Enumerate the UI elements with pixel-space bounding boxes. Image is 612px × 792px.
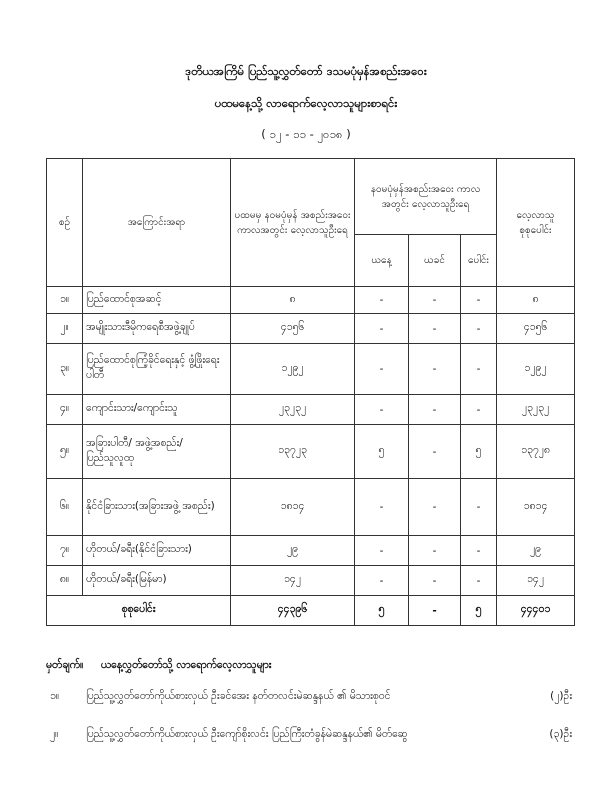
row-no: ၄။ <box>47 395 83 425</box>
header-subtotal: ပေါင်း <box>461 235 497 287</box>
row-prior: ၁၈၁၄ <box>231 479 355 536</box>
header-today: ယနေ့ <box>355 235 409 287</box>
row-prior: ၁၃၇၂၃ <box>231 425 355 479</box>
note-count: (၃)ဦး <box>549 728 572 740</box>
header-no: စဉ် <box>47 159 83 287</box>
row-topic: ဟိုတယ်/ခရီး(မြန်မာ) <box>83 566 231 596</box>
row-today: - <box>355 536 409 566</box>
row-subtotal: - <box>461 395 497 425</box>
row-yesterday: - <box>409 395 461 425</box>
note-text: ပြည်သူ့လွှတ်တော်ကိုယ်စားလှယ် ဦးကျော်စိုးလင်း ပြည်ကြီးတံခွန်မဲဆန္ဒနယ်၏ မိတ်ဆွေ <box>86 728 408 740</box>
row-no: ၆။ <box>47 479 83 536</box>
row-subtotal: - <box>461 287 497 314</box>
row-topic: ဟိုတယ်/ခရီး(နိုင်ငံခြားသား) <box>83 536 231 566</box>
header-prior: ပထမမှ နဝမပုံမှန် အစည်းအဝေးကာလအတွင်း လေ့လာသူဦးရေ <box>231 159 355 287</box>
table-row <box>47 536 575 566</box>
totals-label: စုစုပေါင်း <box>47 596 231 626</box>
table-row <box>47 566 575 596</box>
row-total: ၂၃၂၃၂ <box>497 395 575 425</box>
document-title: ဒုတိယအကြိမ် ပြည်သူ့လွှတ်တော် ဒသမပုံမှန်အစည်းအဝေး <box>185 64 427 78</box>
row-total: ၄၁၅၆ <box>497 314 575 344</box>
note-number: ၁။ <box>50 690 60 702</box>
totals-total: ၄၄၄၀၁ <box>497 596 575 626</box>
row-prior: ၄၁၅၆ <box>231 314 355 344</box>
header-topic: အကြောင်းအရာ <box>83 159 231 287</box>
table-row <box>47 314 575 344</box>
notes-section <box>46 659 586 750</box>
row-total: ၁၂၉၂ <box>497 344 575 395</box>
document-subtitle: ပထမနေ့သို့ လာရောက်လေ့လာသူများစာရင်း <box>214 96 398 110</box>
row-yesterday: - <box>409 566 461 596</box>
row-subtotal: - <box>461 566 497 596</box>
row-topic: အမျိုးသားဒီမိုကရေစီအဖွဲ့ချုပ် <box>83 314 231 344</box>
row-subtotal: - <box>461 314 497 344</box>
row-yesterday: - <box>409 344 461 395</box>
row-today: ၅ <box>355 425 409 479</box>
totals-subtotal: ၅ <box>461 596 497 626</box>
row-today: - <box>355 314 409 344</box>
row-topic: ပြည်ထောင်စုအဆင့် <box>83 287 231 314</box>
row-subtotal: ၅ <box>461 425 497 479</box>
row-yesterday: - <box>409 536 461 566</box>
table-row <box>47 479 575 536</box>
notes-label: မှတ်ချက်။ <box>46 659 84 671</box>
row-subtotal: - <box>461 536 497 566</box>
note-count: (၂)ဦး <box>550 690 572 702</box>
note-number: ၂။ <box>50 728 59 740</box>
table-row <box>47 344 575 395</box>
row-no: ၂။ <box>47 314 83 344</box>
row-yesterday: - <box>409 314 461 344</box>
row-today: - <box>355 479 409 536</box>
table-row <box>47 287 575 314</box>
list-item <box>46 728 586 750</box>
row-subtotal: - <box>461 344 497 395</box>
row-topic: ပြည်ထောင်စုကြံ့ခိုင်ရေးနှင့် ဖွံ့ဖြိုးရေးပါတီ <box>83 344 231 395</box>
row-total: ၁၃၇၂၈ <box>497 425 575 479</box>
row-total: ၁၈၁၄ <box>497 479 575 536</box>
row-yesterday: - <box>409 479 461 536</box>
row-total: ၈ <box>497 287 575 314</box>
row-prior: ၁၄၂ <box>231 566 355 596</box>
row-today: - <box>355 344 409 395</box>
row-topic: နိုင်ငံခြားသား(အခြားအဖွဲ့ အစည်း) <box>83 479 231 536</box>
totals-today: ၅ <box>355 596 409 626</box>
row-no: ၅။ <box>47 425 83 479</box>
row-topic: အခြားပါတီ/ အဖွဲ့အစည်း/ ပြည်သူလူထု <box>83 425 231 479</box>
totals-row <box>47 596 575 626</box>
header-total: လေ့လာသူ စုစုပေါင်း <box>497 159 575 287</box>
row-no: ၁။ <box>47 287 83 314</box>
notes-heading <box>46 659 586 674</box>
header-yesterday: ယခင် <box>409 235 461 287</box>
row-yesterday: - <box>409 287 461 314</box>
row-today: - <box>355 395 409 425</box>
row-total: ၂၉ <box>497 536 575 566</box>
row-no: ၇။ <box>47 536 83 566</box>
table-row <box>47 425 575 479</box>
row-total: ၁၄၂ <box>497 566 575 596</box>
row-today: - <box>355 566 409 596</box>
totals-prior: ၄၄၃၉၆ <box>231 596 355 626</box>
table-row <box>47 395 575 425</box>
row-no: ၈။ <box>47 566 83 596</box>
row-prior: ၁၂၉၂ <box>231 344 355 395</box>
list-item <box>46 690 586 712</box>
totals-yesterday: - <box>409 596 461 626</box>
row-today: - <box>355 287 409 314</box>
row-prior: ၂၃၂၃၂ <box>231 395 355 425</box>
row-yesterday: - <box>409 425 461 479</box>
document-date: ( ၁၂ - ၁၁ - ၂၀၁၈ ) <box>261 127 351 141</box>
visitor-table <box>46 158 575 626</box>
row-subtotal: - <box>461 479 497 536</box>
notes-title: ယနေ့လွှတ်တော်သို့ လာရောက်လေ့လာသူများ <box>100 659 272 671</box>
row-prior: ၂၉ <box>231 536 355 566</box>
row-no: ၃။ <box>47 344 83 395</box>
header-current-group: နဝမပုံမှန်အစည်းအဝေး ကာလအတွင်း လေ့လာသူဦးရေ <box>355 159 497 235</box>
note-text: ပြည်သူ့လွှတ်တော်ကိုယ်စားလှယ် ဦးခင်အေး နတ်တလင်းမဲဆန္ဒနယ် ၏ မိသားစုဝင် <box>86 690 391 702</box>
row-prior: ၈ <box>231 287 355 314</box>
row-topic: ကျောင်းသား/ကျောင်းသူ <box>83 395 231 425</box>
